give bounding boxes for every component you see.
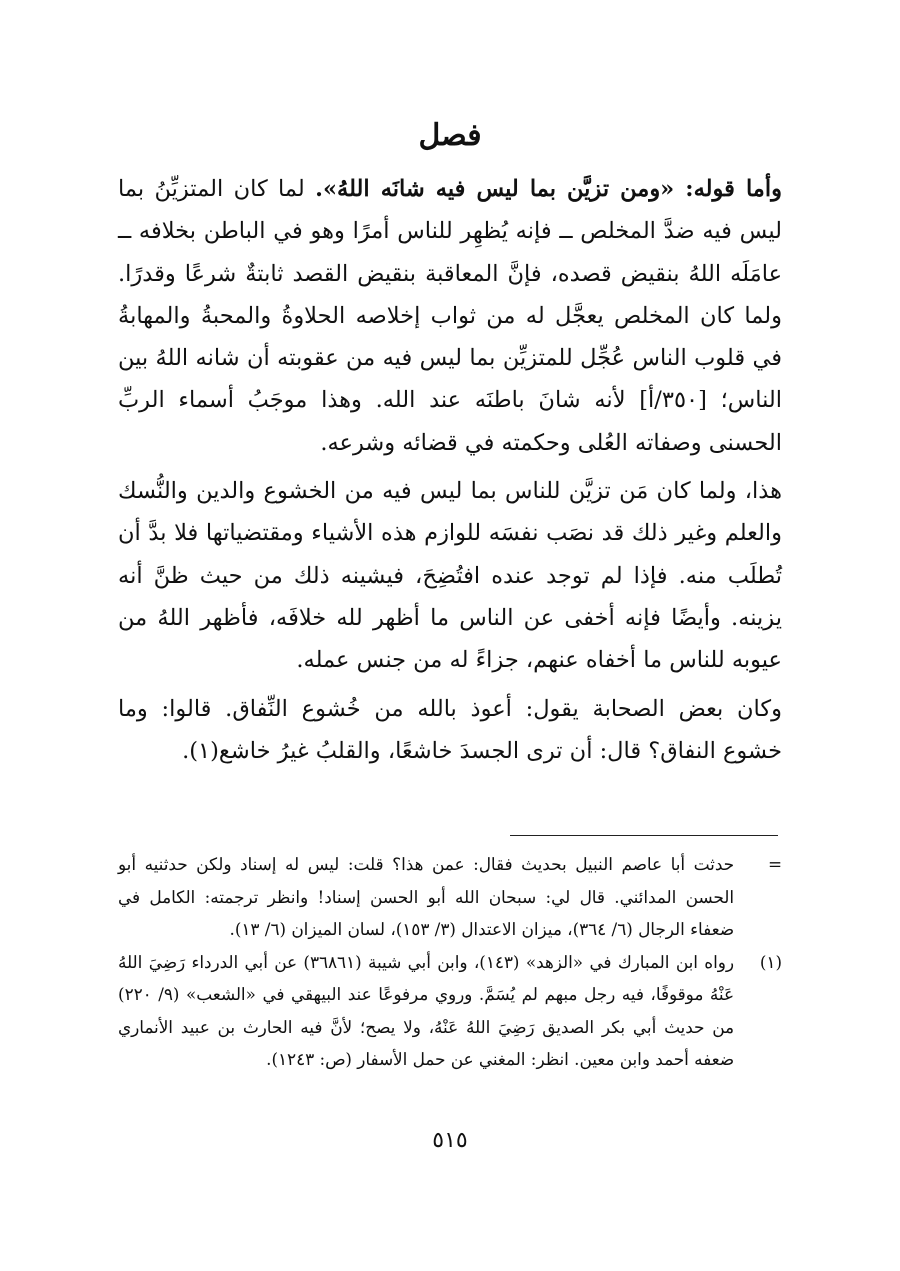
footnote-reference: (١).	[182, 737, 219, 764]
footnote-text: رواه ابن المبارك في «الزهد» (١٤٣)، وابن أبي شيبة (٣٦٨٦١) عن أبي الدرداء رَضِيَ اللهُ عَنْهُ موقوفًا، فيه رجل مبهم لم يُسَمَّ. وروي مرفوعًا عند البيهقي في «الشعب» (٩/ ٢٢٠) من حديث أبي بكر الصديق رَضِيَ اللهُ عَنْهُ، ولا يصح؛ لأنَّ فيه الحارث بن عبيد الأنماري ضعفه أحمد وابن معين. انظر: المغني عن حمل الأسفار (ص: ١٢٤٣).	[118, 951, 734, 1069]
paragraph-1-text: لما كان المتزيِّنُ بما ليس فيه ضدَّ المخلص ــ فإنه يُظهِر للناس أمرًا وهو في الباطن بخلافه ــ عامَلَه اللهُ بنقيض قصده، فإنَّ المعاقبة بنقيض القصد ثابتةٌ شرعًا وقدرًا. ولما كان المخلص يعجَّل له من ثواب إخلاصه الحلاوةُ والمحبةُ والمهابةُ في قلوب الناس عُجِّل للمتزيِّن بما ليس فيه من عقوبته أن شانه اللهُ بين الناس؛ [٣٥٠/أ] لأنه شانَ باطنَه عند الله. وهذا موجَبُ أسماء الربِّ الحسنى وصفاته العُلى وحكمته في قضائه وشرعه.	[118, 176, 782, 456]
paragraph-1-lead: وأما قوله: «ومن تزيَّن بما ليس فيه شانَه اللهُ».	[315, 176, 782, 202]
footnote-continued	[118, 848, 782, 946]
footnote-marker: (١)	[759, 951, 782, 972]
footnote-1	[118, 946, 782, 1076]
main-text	[118, 168, 782, 772]
footnotes	[118, 848, 782, 1076]
paragraph-3-text: وكان بعض الصحابة يقول: أعوذ بالله من خُشوع النِّفاق. قالوا: وما خشوع النفاق؟ قال: أن ترى الجسدَ خاشعًا، والقلبُ غيرُ خاشع	[118, 695, 782, 764]
footnote-divider	[510, 835, 778, 836]
footnote-marker: =	[767, 854, 782, 874]
section-title: فصل	[418, 118, 482, 153]
paragraph-2	[118, 470, 782, 681]
footnote-text: حدثت أبا عاصم النبيل بحديث فقال: عمن هذا؟ قلت: ليس له إسناد ولكن حدثنيه أبو الحسن المدائني. قال لي: سبحان الله أبو الحسن إسناد! وانظر ترجمته: الكامل في ضعفاء الرجال (٦/ ٣٦٤)، ميزان الاعتدال (٣/ ١٥٣)، لسان الميزان (٦/ ١٣).	[118, 854, 734, 939]
paragraph-2-text: هذا، ولما كان مَن تزيَّن للناس بما ليس فيه من الخشوع والدين والنُّسك والعلم وغير ذلك قد نصَب نفسَه للوازم هذه الأشياء ومقتضياتها فلا بدَّ أن تُطلَب منه. فإذا لم توجد عنده افتُضِحَ، فيشينه ذلك من حيث ظنَّ أنه يزينه. وأيضًا فإنه أخفى عن الناس ما أظهر لله خلافَه، فأظهر اللهُ من عيوبه للناس ما أخفاه عنهم، جزاءً له من جنس عمله.	[118, 478, 782, 674]
page-number: ٥١٥	[432, 1128, 468, 1153]
paragraph-1	[118, 168, 782, 464]
paragraph-3	[118, 688, 782, 773]
